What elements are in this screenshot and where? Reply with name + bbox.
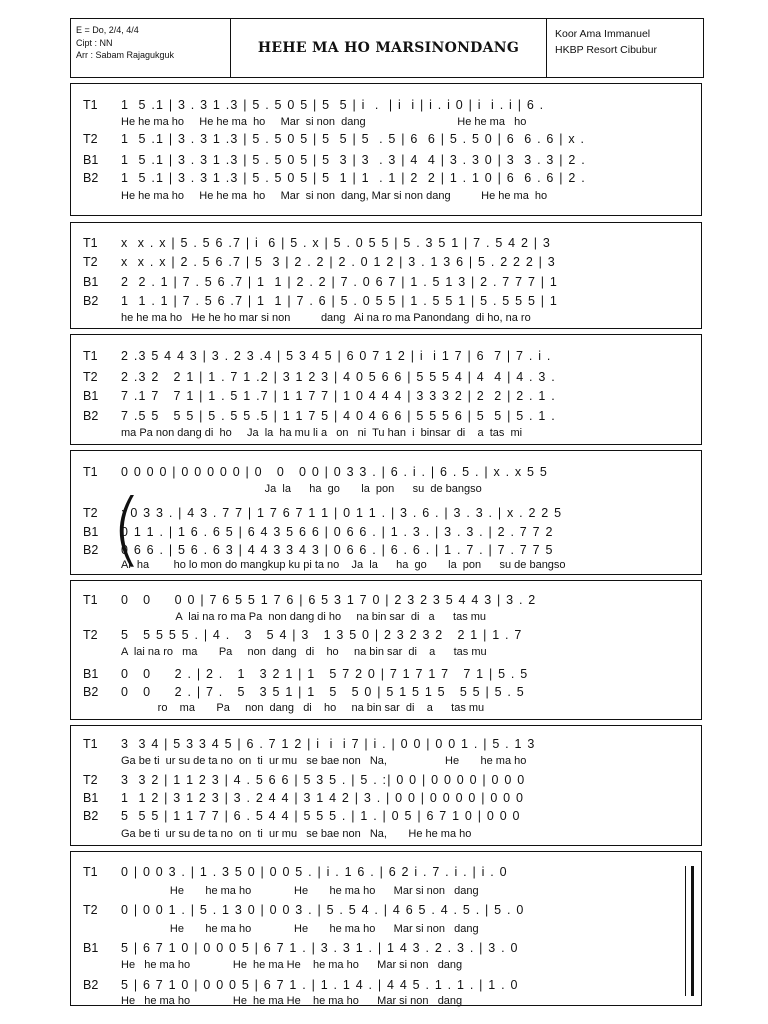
- notes-b1: 0 1 1 . | 1 6 . 6 5 | 6 4 3 5 6 6 | 0 6 6 . | 1 . 3 . | 3 . 3 . | 2 . 7 7 2: [121, 525, 554, 539]
- notes-b1: 5 | 6 7 1 0 | 0 0 0 5 | 6 7 1 . | 3 . 3 1 . | 1 4 3 . 2 . 3 . | 3 . 0: [121, 941, 519, 955]
- song-title: HEHE MA HO MARSINONDANG: [231, 19, 547, 77]
- notes-b2: 1 1 . 1 | 7 . 5 6 .7 | 1 1 | 7 . 6 | 5 . 0 5 5 | 1 . 5 5 1 | 5 . 5 5 5 | 1: [121, 294, 559, 308]
- notes-b1: 7 .1 7 7 1 | 1 . 5 1 .7 | 1 1 7 7 | 1 0 4 4 4 | 3 3 3 2 | 2 2 | 2 . 1 .: [121, 389, 556, 403]
- notes-t1: 1 5 .1 | 3 . 3 1 .3 | 5 . 5 0 5 | 5 5 | i . | i i | i . i 0 | i i . i | 6 .: [121, 98, 545, 112]
- voice-label-b1: B1: [83, 667, 99, 681]
- notes-t1: 2 .3 5 4 4 3 | 3 . 2 3 .4 | 5 3 4 5 | 6 0 7 1 2 | i i 1 7 | 6 7 | 7 . i .: [121, 349, 552, 363]
- voice-label-b1: B1: [83, 389, 99, 403]
- notes-t1: 0 0 0 0 | 7 6 5 5 1 7 6 | 6 5 3 1 7 0 | 2 3 2 3 5 4 4 3 | 3 . 2: [121, 593, 537, 607]
- notes-t1: 3 3 4 | 5 3 3 4 5 | 6 . 7 1 2 | i i i 7 | i . | 0 0 | 0 0 1 . | 5 . 1 3: [121, 737, 536, 751]
- voice-label-t2: T2: [83, 773, 98, 787]
- voice-label-b1: B1: [83, 941, 99, 955]
- notes-t1: 0 | 0 0 3 . | 1 . 3 5 0 | 0 0 5 . | i . 1 6 . | 6 2 i . 7 . i . | i . 0: [121, 865, 508, 879]
- church-name: HKBP Resort Cibubur: [555, 44, 657, 56]
- voice-label-b2: B2: [83, 409, 99, 423]
- voice-label-b2: B2: [83, 809, 99, 823]
- lyric-line: ma Pa non dang di ho Ja la ha mu li a on ni Tu han i binsar di a tas mi: [121, 427, 523, 439]
- voice-label-b1: B1: [83, 791, 99, 805]
- voice-label-b1: B1: [83, 525, 99, 539]
- notes-b1: 0 0 2 . | 2 . 1 3 2 1 | 1 5 7 2 0 | 7 1 7 1 7 7 1 | 5 . 5: [121, 667, 529, 681]
- voice-label-b2: B2: [83, 171, 99, 185]
- score-system-2: [70, 222, 702, 329]
- voice-label-t2: T2: [83, 628, 98, 642]
- notes-t2: 2 .3 2 2 1 | 1 . 7 1 .2 | 3 1 2 3 | 4 0 5 6 6 | 5 5 5 4 | 4 4 | 4 . 3 .: [121, 370, 556, 384]
- score-system-7: [70, 851, 702, 1006]
- lyric-line: He he ma ho He he ma ho Mar si non dang: [121, 885, 479, 897]
- lyric-line: Ga be ti ur su de ta no on ti ur mu se bae non Na, He he ma ho: [121, 828, 472, 840]
- voice-label-b2: B2: [83, 978, 99, 992]
- voice-label-t2: T2: [83, 132, 98, 146]
- score-info: [71, 19, 231, 77]
- composer-credit: Cipt : NN: [76, 37, 113, 48]
- notes-b2: 0 0 2 . | 7 . 5 3 5 1 | 1 5 5 0 | 5 1 5 1 5 5 5 | 5 . 5: [121, 685, 525, 699]
- voice-label-t2: T2: [83, 255, 98, 269]
- notes-t2: 3 3 2 | 1 1 2 3 | 4 . 5 6 6 | 5 3 5 . | 5 . :| 0 0 | 0 0 0 0 | 0 0 0: [121, 773, 526, 787]
- voice-label-b1: B1: [83, 153, 99, 167]
- lyric-line: he he ma ho He he ho mar si non dang Ai na ro ma Panondang di ho, na ro: [121, 312, 531, 324]
- choir-name: Koor Ama Immanuel: [555, 28, 651, 40]
- notes-t1: x x . x | 5 . 5 6 .7 | i 6 | 5 . x | 5 . 0 5 5 | 5 . 3 5 1 | 7 . 5 4 2 | 3: [121, 236, 552, 250]
- notes-t2: : 0 3 3 . | 4 3 . 7 7 | 1 7 6 7 1 1 | 0 1 1 . | 3 . 6 . | 3 . 3 . | x . 2 2 5: [121, 506, 563, 520]
- lyric-line: He he ma ho He he ma ho Mar si non dang: [121, 923, 479, 935]
- notes-b2: 7 .5 5 5 5 | 5 . 5 5 .5 | 1 1 7 5 | 4 0 4 6 6 | 5 5 5 6 | 5 5 | 5 . 1 .: [121, 409, 556, 423]
- voice-label-t2: T2: [83, 506, 98, 520]
- final-barline: [691, 866, 694, 996]
- lyric-line: He he ma ho He he ma He he ma ho Mar si non dang: [121, 959, 463, 971]
- lyric-line: A lai na ro ma Pa non dang di ho na bin sar di a tas mu: [121, 646, 487, 658]
- lyric-line: ro ma Pa non dang di ho na bin sar di a tas mu: [121, 702, 485, 714]
- final-barline-thin: [685, 866, 686, 996]
- score-system-4: [70, 450, 702, 575]
- notes-t1: 0 0 0 0 | 0 0 0 0 0 | 0 0 0 0 | 0 3 3 . | 6 . i . | 6 . 5 . | x . x 5 5: [121, 465, 549, 479]
- key-signature: E = Do, 2/4, 4/4: [76, 25, 139, 35]
- notes-t2: 1 5 .1 | 3 . 3 1 .3 | 5 . 5 0 5 | 5 5 | 5 . 5 | 6 6 | 5 . 5 0 | 6 6 . 6 | x .: [121, 132, 586, 146]
- lyric-line: Ga be ti ur su de ta no on ti ur mu se bae non Na, He he ma ho: [121, 755, 527, 767]
- score-sheet: [70, 18, 704, 1008]
- score-system-1: [70, 83, 702, 216]
- choir-info: [547, 19, 703, 77]
- score-system-6: [70, 725, 702, 846]
- notes-b2: 5 | 6 7 1 0 | 0 0 0 5 | 6 7 1 . | 1 . 1 4 . | 4 4 5 . 1 . 1 . | 1 . 0: [121, 978, 519, 992]
- lyric-line: He he ma ho He he ma He he ma ho Mar si non dang: [121, 995, 463, 1007]
- voice-label-t2: T2: [83, 903, 98, 917]
- notes-t2: x x . x | 2 . 5 6 .7 | 5 3 | 2 . 2 | 2 . 0 1 2 | 3 . 1 3 6 | 5 . 2 2 2 | 3: [121, 255, 556, 269]
- notes-b1: 2 2 . 1 | 7 . 5 6 .7 | 1 1 | 2 . 2 | 7 . 0 6 7 | 1 . 5 1 3 | 2 . 7 7 7 | 1: [121, 275, 559, 289]
- lyric-line: Ai ha ho lo mon do mangkup ku pi ta no Ja la ha go la pon su de bangso: [121, 559, 566, 571]
- notes-b2: 5 5 5 | 1 1 7 7 | 6 . 5 4 4 | 5 5 5 . | 1 . | 0 5 | 6 7 1 0 | 0 0 0: [121, 809, 521, 823]
- voice-label-t1: T1: [83, 465, 98, 479]
- lyric-line: He he ma ho He he ma ho Mar si non dang, Mar si non dang He he ma ho: [121, 190, 548, 202]
- score-header: [70, 18, 704, 78]
- lyric-line: Ja la ha go la pon su de bangso: [121, 483, 482, 495]
- voice-label-t1: T1: [83, 865, 98, 879]
- notes-b2: 1 5 .1 | 3 . 3 1 .3 | 5 . 5 0 5 | 5 1 | 1 . 1 | 2 2 | 1 . 1 0 | 6 6 . 6 | 2 .: [121, 171, 586, 185]
- voice-label-b2: B2: [83, 685, 99, 699]
- voice-label-t1: T1: [83, 98, 98, 112]
- voice-label-b1: B1: [83, 275, 99, 289]
- system-brace: (: [111, 482, 143, 575]
- voice-label-t1: T1: [83, 349, 98, 363]
- score-system-3: [70, 334, 702, 445]
- voice-label-b2: B2: [83, 294, 99, 308]
- notes-t2: 5 5 5 5 5 . | 4 . 3 5 4 | 3 1 3 5 0 | 2 3 2 3 2 2 1 | 1 . 7: [121, 628, 523, 642]
- voice-label-t1: T1: [83, 593, 98, 607]
- voice-label-t1: T1: [83, 236, 98, 250]
- notes-t2: 0 | 0 0 1 . | 5 . 1 3 0 | 0 0 3 . | 5 . 5 4 . | 4 6 5 . 4 . 5 . | 5 . 0: [121, 903, 525, 917]
- notes-b1: 1 5 .1 | 3 . 3 1 .3 | 5 . 5 0 5 | 5 3 | 3 . 3 | 4 4 | 3 . 3 0 | 3 3 . 3 | 2 .: [121, 153, 586, 167]
- score-system-5: [70, 580, 702, 720]
- lyric-line: He he ma ho He he ma ho Mar si non dang He he ma ho: [121, 116, 527, 128]
- lyric-line: A lai na ro ma Pa non dang di ho na bin sar di a tas mu: [121, 611, 487, 623]
- voice-label-t2: T2: [83, 370, 98, 384]
- notes-b1: 1 1 2 | 3 1 2 3 | 3 . 2 4 4 | 3 1 4 2 | 3 . | 0 0 | 0 0 0 0 | 0 0 0: [121, 791, 525, 805]
- arranger-credit: Arr : Sabam Rajagukguk: [76, 50, 175, 60]
- notes-b2: 0 6 6 . | 5 6 . 6 3 | 4 4 3 3 4 3 | 0 6 6 . | 6 . 6 . | 1 . 7 . | 7 . 7 7 5: [121, 543, 554, 557]
- voice-label-b2: B2: [83, 543, 99, 557]
- voice-label-t1: T1: [83, 737, 98, 751]
